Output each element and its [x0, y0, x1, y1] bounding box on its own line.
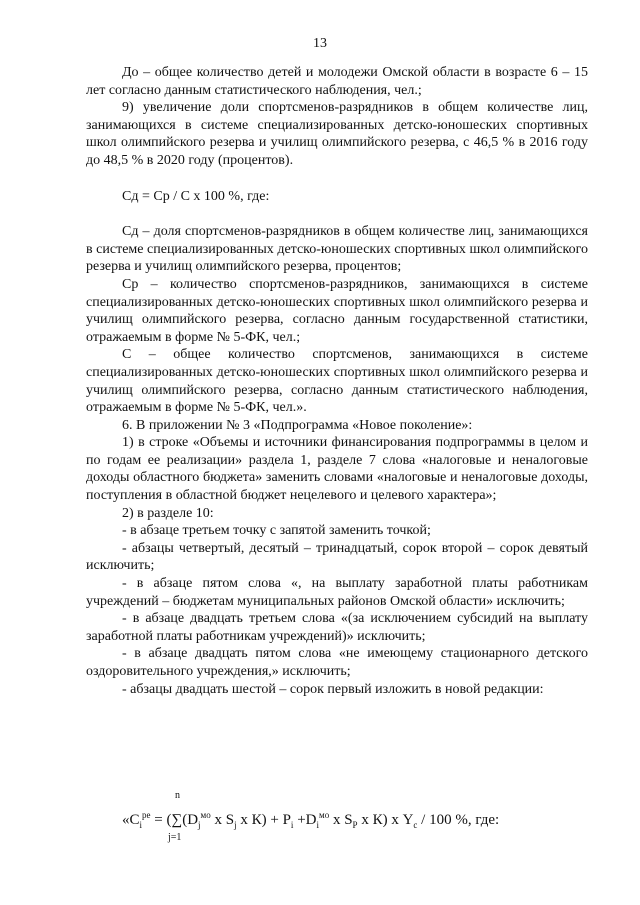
body-text	[86, 64, 588, 698]
paragraph-sd-definition: Сд – доля спортсменов-разрядников в общем количестве лиц, занимающихся в системе специализированных детско-юношеских спортивных школ олимпийского резерва и училищ олимпийского резерва, процентов;	[86, 224, 588, 275]
sum-sign: ∑	[171, 812, 183, 828]
formula-main	[122, 788, 602, 848]
page-number: 13	[313, 36, 327, 51]
paragraph-dash-2: - абзацы четвертый, десятый – тринадцатый, сорок второй – сорок девятый исключить;	[86, 540, 588, 574]
paragraph-do-definition: До – общее количество детей и молодежи Омской области в возрасте 6 – 15 лет согласно данным статистического наблюдения, чел.;	[86, 65, 588, 98]
paragraph-dash-6: - абзацы двадцать шестой – сорок первый изложить в новой редакции:	[122, 681, 544, 697]
sum-upper-limit: n	[175, 790, 180, 801]
paragraph-dash-1: - в абзаце третьем точку с запятой заменить точкой;	[122, 523, 431, 539]
paragraph-sr-definition: Ср – количество спортсменов-разрядников, занимающихся в системе специализированных детско-юношеских спортивных школ олимпийского резерва и училищ олимпийского резерва, согласно данным государственной статистики, отражаемым в форме № 5-ФК, чел.;	[86, 276, 588, 345]
paragraph-appendix-3: 6. В приложении № 3 «Подпрограмма «Новое поколение»:	[122, 417, 473, 433]
paragraph-dash-3: - в абзаце пятом слова «, на выплату заработной платы работникам учреждений – бюджетам муниципальных районов Омской области» исключить;	[86, 576, 588, 609]
paragraph-subitem-1: 1) в строке «Объемы и источники финансирования подпрограммы в целом и по годам ее реализации» раздела 1, разделе 7 слова «налоговые и неналоговые доходы областного бюджета» заменить словами «налоговые и неналоговые доходы, поступления в областной бюджет нецелевого и целевого характера»;	[86, 435, 588, 504]
sum-lower-limit: j=1	[168, 832, 182, 843]
formula-main-row: «$C_i^{ре} = (\sum(D_j^{мо}$ х $S_j$ х $К) + P_i +D_i^{мо}$ х $S_P$ х К) х $Y_c / 100$ %, где:	[122, 810, 500, 830]
paragraph-subitem-2: 2) в разделе 10:	[122, 505, 214, 521]
paragraph-s-definition: С – общее количество спортсменов, занимающихся в системе специализированных детско-юношеских спортивных школ олимпийского резерва и училищ олимпийского резерва, согласно данным статистического наблюдения, отражаемым в форме № 5-ФК, чел.».	[86, 347, 588, 416]
paragraph-dash-5: - в абзаце двадцать пятом слова «не имеющему стационарного детского оздоровительного учреждения,» исключить;	[86, 646, 588, 679]
paragraph-item-9: 9) увеличение доли спортсменов-разрядников в общем количестве лиц, занимающихся в системе специализированных детско-юношеских спортивных школ олимпийского резерва и училищ олимпийского резерва, с 46,5 % в 2016 году до 48,5 % в 2020 году (процентов).	[86, 100, 588, 168]
formula-sd: Сд = Ср / С х 100 %, где:	[122, 188, 270, 204]
paragraph-dash-4: - в абзаце двадцать третьем слова «(за исключением субсидий на выплату заработной платы работникам учреждений)» исключить;	[86, 611, 588, 644]
